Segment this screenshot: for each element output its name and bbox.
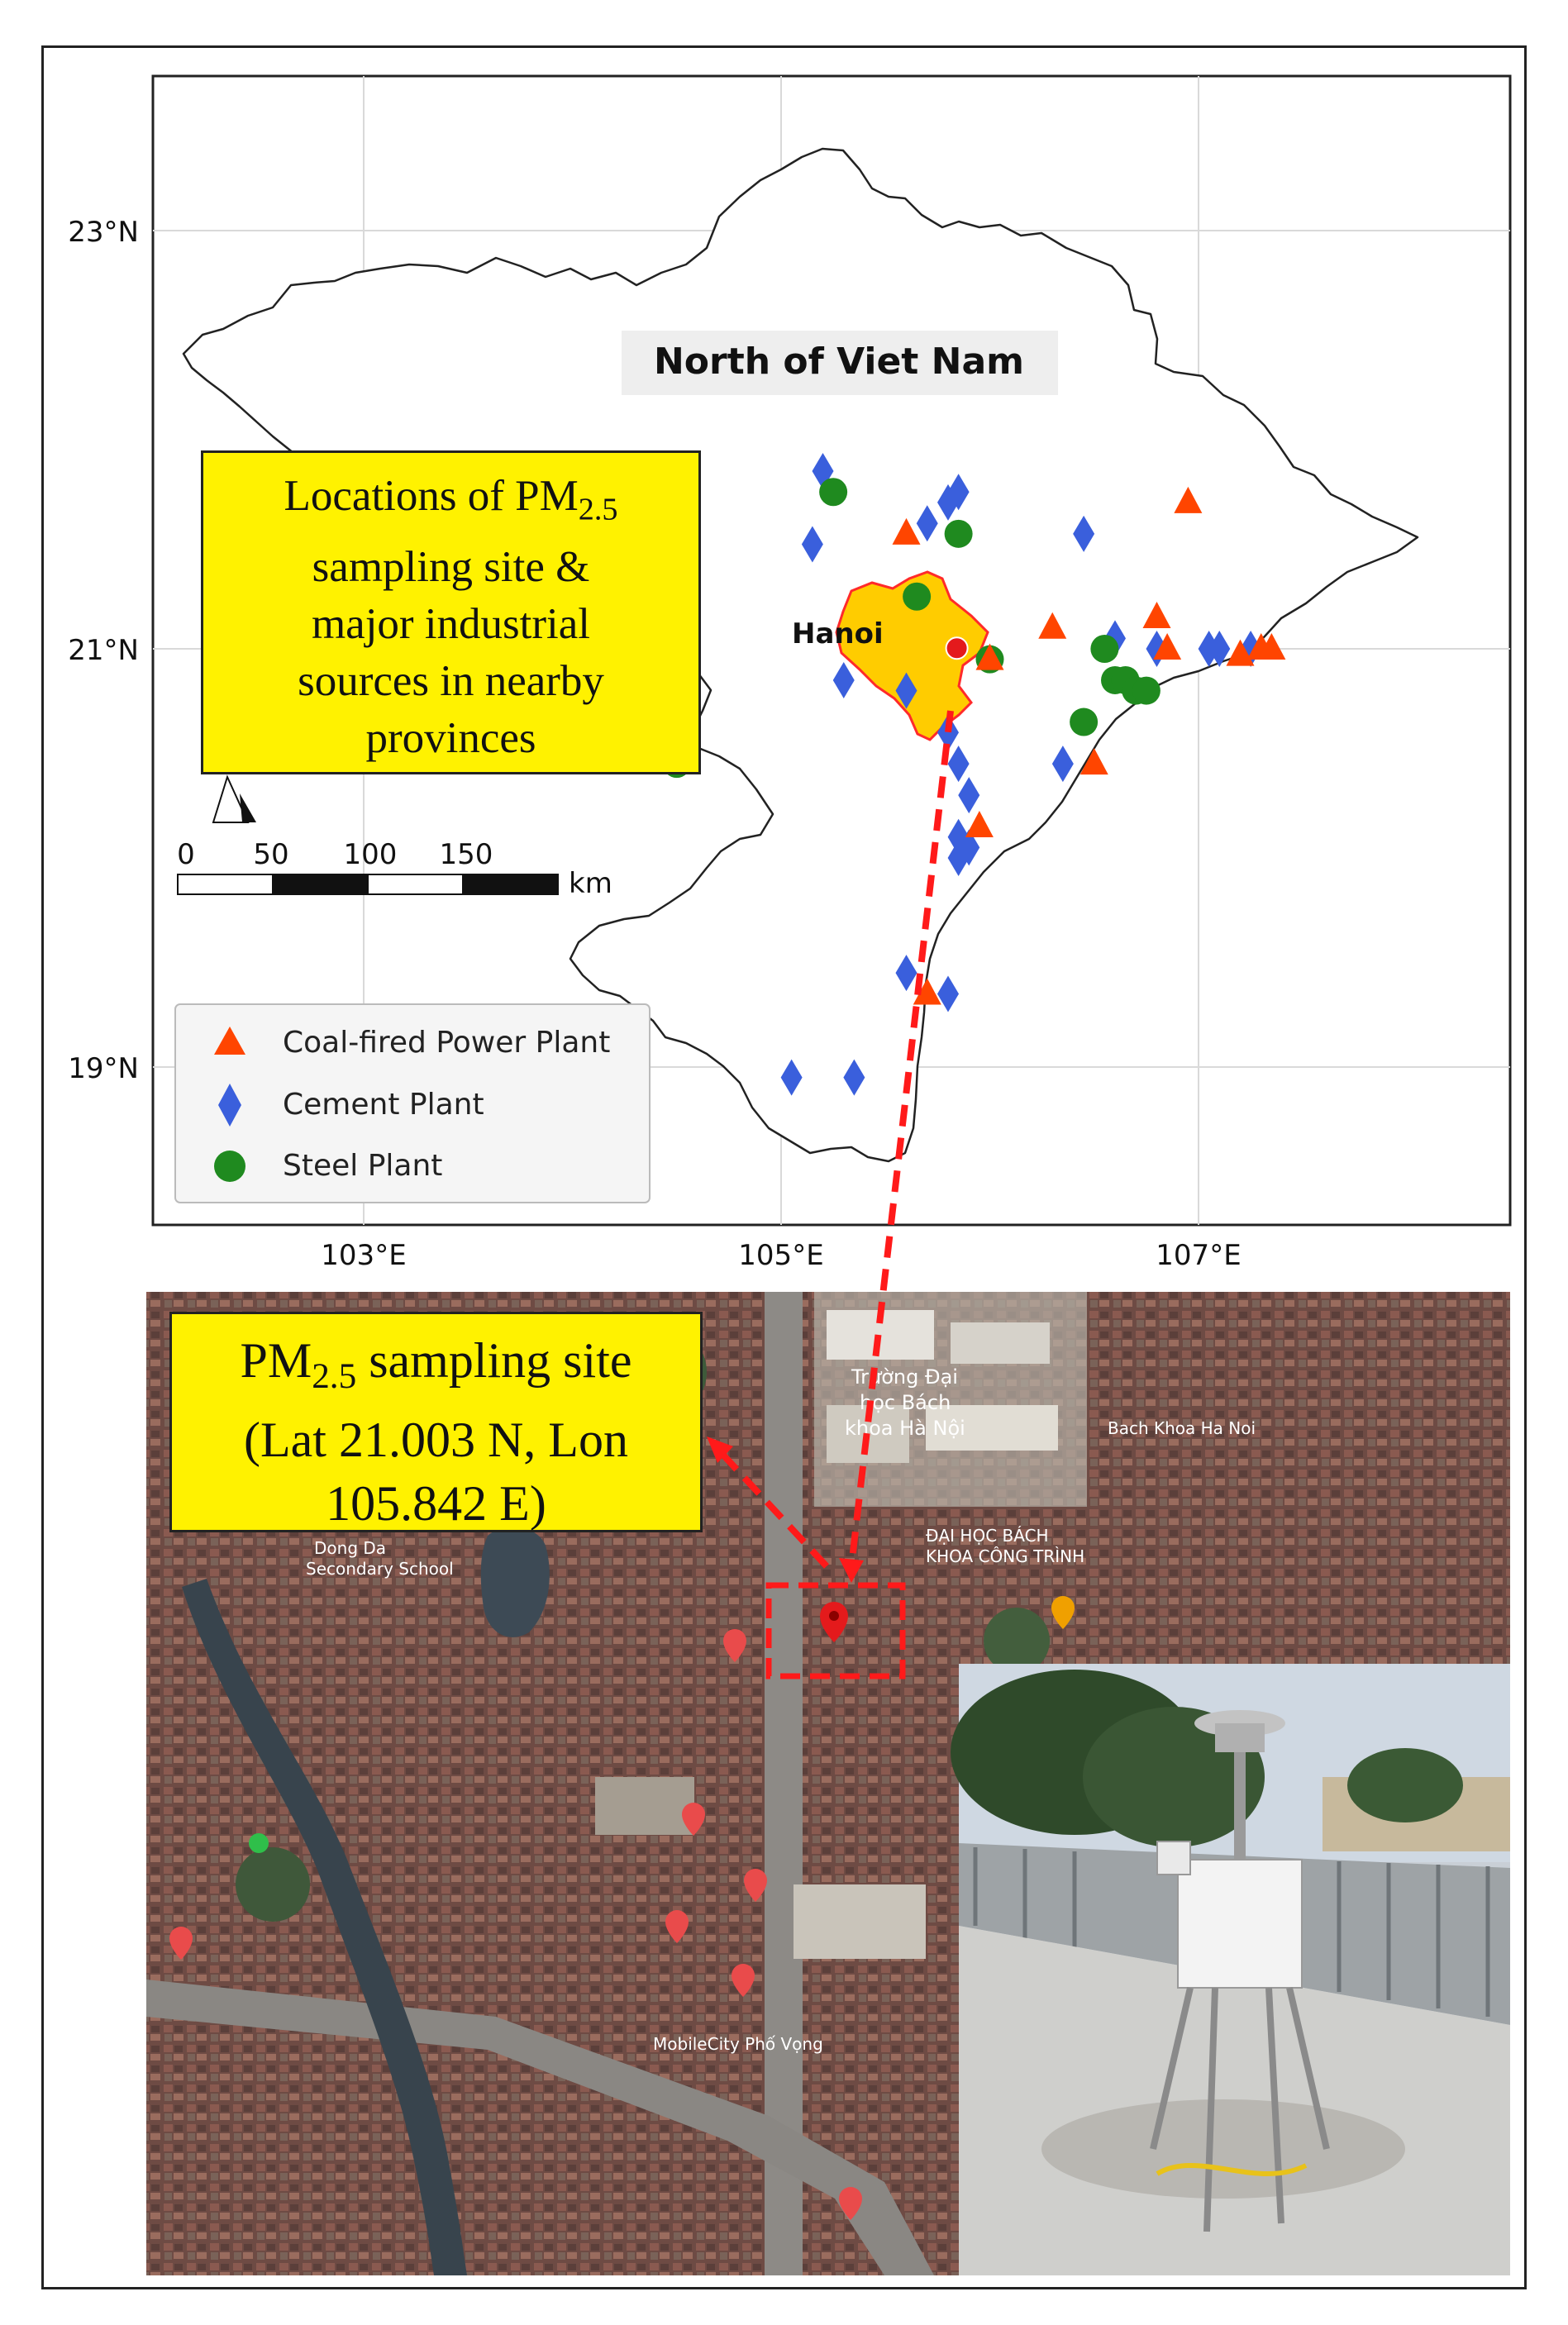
legend-label-steel: Steel Plant [283, 1149, 443, 1183]
scale-unit: km [569, 867, 612, 900]
label-district: Bach Khoa Ha Noi [1108, 1418, 1256, 1438]
lon-tick-103: 103°E [321, 1239, 407, 1272]
legend-label-cement: Cement Plant [283, 1088, 484, 1122]
label-university-1: Trường Đại [851, 1365, 958, 1389]
label-place-2: KHOA CÔNG TRÌNH [926, 1546, 1085, 1566]
lat-tick-19: 19°N [68, 1052, 139, 1085]
site-callout-line2: (Lat 21.003 N, Lon [244, 1413, 628, 1467]
callout-line1: Locations of PM [284, 472, 579, 520]
scale-tick-50: 50 [253, 838, 289, 871]
lat-tick-21: 21°N [68, 634, 139, 667]
lat-tick-23: 23°N [68, 216, 139, 249]
map-title: North of Viet Nam [653, 341, 1025, 383]
sampler-photo [951, 1664, 1510, 2275]
scale-tick-100: 100 [343, 838, 398, 871]
green-pin-icon [249, 1833, 269, 1853]
label-university-3: khoa Hà Nội [845, 1417, 965, 1440]
callout-sampling-site: $PM_{2.5}$ sampling site (Lat 21.003 N, Lon 105.842 E) [169, 1312, 703, 1532]
lon-tick-105: 105°E [738, 1239, 824, 1272]
scale-tick-150: 150 [439, 838, 493, 871]
steel-plant-marker [1070, 708, 1098, 736]
steel-plant-marker [945, 520, 973, 548]
label-university-2: học Bách [860, 1391, 951, 1414]
sampling-site-marker [946, 637, 968, 659]
steel-plant-marker [1132, 677, 1161, 705]
label-school-1: Dong Da [314, 1538, 387, 1558]
steel-plant-marker [1090, 635, 1118, 663]
label-mall: MobileCity Phố Vọng [653, 2034, 823, 2054]
lon-tick-107: 107°E [1156, 1239, 1242, 1272]
label-place-1: ĐẠI HỌC BÁCH [926, 1526, 1049, 1546]
hanoi-label: Hanoi [792, 617, 884, 650]
callout-line4: sources in nearby [298, 656, 604, 705]
scale-tick-0: 0 [177, 838, 195, 871]
callout-line3: major industrial [311, 599, 591, 648]
label-school-2: Secondary School [306, 1559, 454, 1579]
callout-locations: Locations of $PM_{2.5}$ sampling site & major industrial sources in nearby provinces [201, 450, 701, 774]
callout-line5: provinces [365, 713, 536, 762]
steel-plant-marker [819, 478, 847, 506]
steel-plant-marker [903, 583, 931, 611]
callout-line2: sampling site & [312, 542, 590, 591]
legend-label-coal: Coal-fired Power Plant [283, 1026, 611, 1060]
site-callout-line3: 105.842 E) [326, 1476, 546, 1531]
legend-circle-icon [214, 1151, 245, 1182]
legend [175, 1004, 650, 1203]
